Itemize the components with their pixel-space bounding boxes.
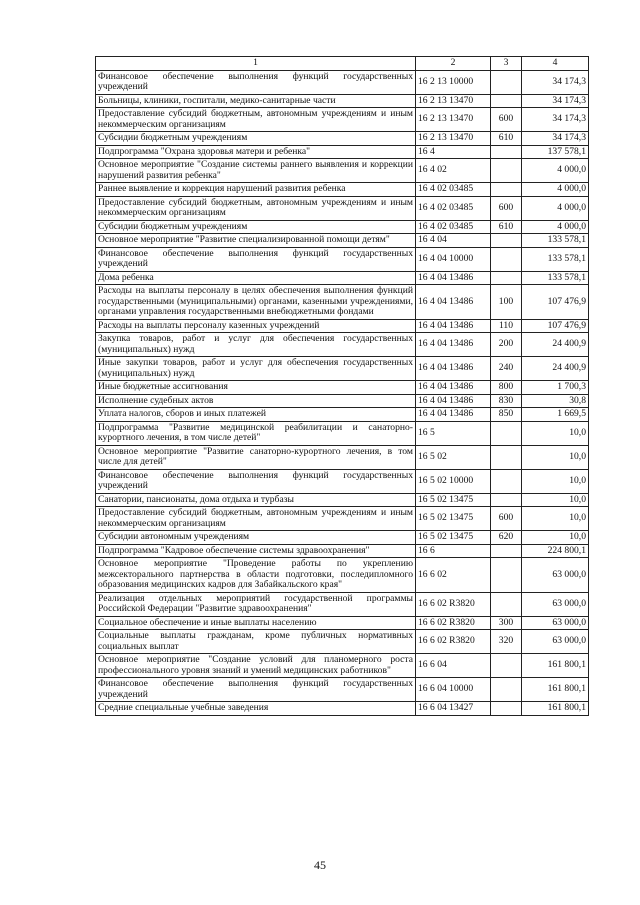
cell-name: Финансовое обеспечение выполнения функций государственных учреждений: [96, 70, 416, 94]
cell-name: Основное мероприятие "Развитие санаторно-курортного лечения, в том числе для детей": [96, 445, 416, 469]
table-row: [96, 159, 589, 183]
cell-code: 16 6 04 13427: [416, 702, 491, 716]
cell-name: Больницы, клиники, госпитали, медико-санитарные части: [96, 94, 416, 108]
header-col-4: 4: [522, 57, 589, 71]
cell-name: Предоставление субсидий бюджетным, автономным учреждениям и иным некоммерческим организациям: [96, 507, 416, 531]
cell-name: Предоставление субсидий бюджетным, автономным учреждениям и иным некоммерческим организациям: [96, 108, 416, 132]
cell-expense-type: 100: [491, 285, 522, 320]
cell-expense-type: 320: [491, 630, 522, 654]
cell-name: Социальное обеспечение и иные выплаты населению: [96, 616, 416, 630]
cell-code: 16 6 04 10000: [416, 678, 491, 702]
cell-expense-type: 620: [491, 531, 522, 545]
table-row: [96, 507, 589, 531]
cell-amount: 133 578,1: [522, 234, 589, 248]
table-row: [96, 678, 589, 702]
cell-expense-type: 850: [491, 408, 522, 422]
cell-amount: 24 400,9: [522, 357, 589, 381]
table-row: [96, 493, 589, 507]
cell-expense-type: 200: [491, 333, 522, 357]
table-row: [96, 247, 589, 271]
table-row: [96, 616, 589, 630]
cell-code: 16 5 02 13475: [416, 531, 491, 545]
cell-code: 16 6 02 R3820: [416, 616, 491, 630]
cell-amount: 4 000,0: [522, 159, 589, 183]
cell-amount: 1 669,5: [522, 408, 589, 422]
cell-code: 16 6 04: [416, 654, 491, 678]
cell-code: 16 4 04 13486: [416, 381, 491, 395]
cell-expense-type: [491, 94, 522, 108]
cell-name: Реализация отдельных мероприятий государственной программы Российской Федерации "Развитие здравоохранения": [96, 592, 416, 616]
cell-expense-type: [491, 183, 522, 197]
cell-code: 16 2 13 10000: [416, 70, 491, 94]
cell-code: 16 4 04 10000: [416, 247, 491, 271]
cell-name: Уплата налогов, сборов и иных платежей: [96, 408, 416, 422]
cell-expense-type: 240: [491, 357, 522, 381]
cell-expense-type: [491, 654, 522, 678]
cell-code: 16 4 04 13486: [416, 333, 491, 357]
cell-expense-type: [491, 247, 522, 271]
cell-expense-type: [491, 145, 522, 159]
cell-name: Финансовое обеспечение выполнения функций государственных учреждений: [96, 247, 416, 271]
cell-expense-type: 830: [491, 394, 522, 408]
cell-code: 16 4 04 13486: [416, 285, 491, 320]
cell-expense-type: [491, 493, 522, 507]
cell-name: Основное мероприятие "Создание условий для планомерного роста профессионального уровня знаний и умений медицинских работников": [96, 654, 416, 678]
cell-expense-type: 110: [491, 319, 522, 333]
table-row: [96, 702, 589, 716]
cell-code: 16 6 02: [416, 558, 491, 593]
table-row: [96, 196, 589, 220]
table-row: [96, 333, 589, 357]
cell-amount: 34 174,3: [522, 94, 589, 108]
cell-amount: 107 476,9: [522, 319, 589, 333]
cell-expense-type: 800: [491, 381, 522, 395]
cell-code: 16 4 04 13486: [416, 319, 491, 333]
table-row: [96, 408, 589, 422]
cell-amount: 4 000,0: [522, 196, 589, 220]
cell-code: 16 4 04 13486: [416, 394, 491, 408]
cell-name: Средние специальные учебные заведения: [96, 702, 416, 716]
cell-amount: 133 578,1: [522, 247, 589, 271]
cell-amount: 34 174,3: [522, 70, 589, 94]
cell-name: Основное мероприятие "Развитие специализированной помощи детям": [96, 234, 416, 248]
cell-code: 16 5 02 13475: [416, 493, 491, 507]
table-row: [96, 421, 589, 445]
cell-code: 16 5 02 13475: [416, 507, 491, 531]
cell-amount: 63 000,0: [522, 630, 589, 654]
table-row: [96, 234, 589, 248]
cell-code: 16 4 04: [416, 234, 491, 248]
cell-name: Субсидии бюджетным учреждениям: [96, 220, 416, 234]
page-number: 45: [314, 858, 326, 872]
cell-code: 16 4: [416, 145, 491, 159]
cell-expense-type: 600: [491, 196, 522, 220]
cell-code: 16 4 02 03485: [416, 183, 491, 197]
cell-code: 16 4 02: [416, 159, 491, 183]
table-row: [96, 220, 589, 234]
cell-amount: 161 800,1: [522, 678, 589, 702]
cell-expense-type: 600: [491, 507, 522, 531]
cell-name: Санатории, пансионаты, дома отдыха и турбазы: [96, 493, 416, 507]
cell-code: 16 4 02 03485: [416, 220, 491, 234]
cell-expense-type: 610: [491, 132, 522, 146]
cell-amount: 224 800,1: [522, 544, 589, 558]
table-row: [96, 145, 589, 159]
cell-code: 16 2 13 13470: [416, 94, 491, 108]
cell-code: 16 5: [416, 421, 491, 445]
cell-amount: 1 700,3: [522, 381, 589, 395]
cell-expense-type: [491, 702, 522, 716]
cell-expense-type: [491, 445, 522, 469]
cell-expense-type: [491, 421, 522, 445]
table-row: [96, 319, 589, 333]
table-row: [96, 394, 589, 408]
cell-name: Дома ребенка: [96, 271, 416, 285]
budget-table: [95, 56, 589, 716]
table-row: [96, 381, 589, 395]
cell-name: Исполнение судебных актов: [96, 394, 416, 408]
cell-name: Социальные выплаты гражданам, кроме публичных нормативных социальных выплат: [96, 630, 416, 654]
table-row: [96, 654, 589, 678]
cell-name: Расходы на выплаты персоналу казенных учреждений: [96, 319, 416, 333]
cell-name: Подпрограмма "Кадровое обеспечение системы здравоохранения": [96, 544, 416, 558]
cell-amount: 161 800,1: [522, 702, 589, 716]
cell-expense-type: [491, 558, 522, 593]
cell-amount: 30,8: [522, 394, 589, 408]
cell-code: 16 4 04 13486: [416, 357, 491, 381]
cell-code: 16 6: [416, 544, 491, 558]
table-row: [96, 544, 589, 558]
cell-name: Иные закупки товаров, работ и услуг для обеспечения государственных (муниципальных) нужд: [96, 357, 416, 381]
cell-expense-type: [491, 234, 522, 248]
table-row: [96, 108, 589, 132]
cell-amount: 10,0: [522, 445, 589, 469]
cell-code: 16 4 04 13486: [416, 408, 491, 422]
cell-expense-type: [491, 678, 522, 702]
cell-name: Предоставление субсидий бюджетным, автономным учреждениям и иным некоммерческим организациям: [96, 196, 416, 220]
cell-expense-type: [491, 271, 522, 285]
cell-amount: 133 578,1: [522, 271, 589, 285]
table-row: [96, 531, 589, 545]
cell-code: 16 2 13 13470: [416, 132, 491, 146]
cell-name: Основное мероприятие "Проведение работы по укреплению межсекторального партнерства в области подготовки, последипломного образования медицинских кадров для Забайкальского края": [96, 558, 416, 593]
cell-name: Финансовое обеспечение выполнения функций государственных учреждений: [96, 469, 416, 493]
cell-expense-type: [491, 544, 522, 558]
cell-expense-type: [491, 159, 522, 183]
cell-expense-type: 600: [491, 108, 522, 132]
cell-name: Финансовое обеспечение выполнения функций государственных учреждений: [96, 678, 416, 702]
table-row: [96, 132, 589, 146]
table-row: [96, 630, 589, 654]
cell-amount: 10,0: [522, 493, 589, 507]
cell-name: Раннее выявление и коррекция нарушений развития ребенка: [96, 183, 416, 197]
cell-name: Подпрограмма "Охрана здоровья матери и ребенка": [96, 145, 416, 159]
cell-name: Расходы на выплаты персоналу в целях обеспечения выполнения функций государственными (муниципальными) органами, казенными учреждениями, органами управления государственными внебюджетными фондами: [96, 285, 416, 320]
cell-amount: 10,0: [522, 469, 589, 493]
cell-expense-type: 300: [491, 616, 522, 630]
cell-amount: 10,0: [522, 531, 589, 545]
cell-expense-type: [491, 70, 522, 94]
table-row: [96, 469, 589, 493]
cell-amount: 4 000,0: [522, 183, 589, 197]
cell-code: 16 5 02: [416, 445, 491, 469]
cell-name: Основное мероприятие "Создание системы раннего выявления и коррекции нарушений развития ребенка": [96, 159, 416, 183]
cell-amount: 63 000,0: [522, 592, 589, 616]
cell-code: 16 5 02 10000: [416, 469, 491, 493]
cell-code: 16 2 13 13470: [416, 108, 491, 132]
header-col-1: 1: [96, 57, 416, 71]
cell-expense-type: [491, 592, 522, 616]
cell-code: 16 4 04 13486: [416, 271, 491, 285]
table-row: [96, 94, 589, 108]
cell-name: Закупка товаров, работ и услуг для обеспечения государственных (муниципальных) нужд: [96, 333, 416, 357]
cell-amount: 34 174,3: [522, 108, 589, 132]
table-row: [96, 183, 589, 197]
table-row: [96, 445, 589, 469]
cell-amount: 10,0: [522, 507, 589, 531]
cell-amount: 137 578,1: [522, 145, 589, 159]
header-row: [96, 57, 589, 71]
cell-expense-type: [491, 469, 522, 493]
cell-name: Иные бюджетные ассигнования: [96, 381, 416, 395]
cell-expense-type: 610: [491, 220, 522, 234]
cell-amount: 24 400,9: [522, 333, 589, 357]
cell-code: 16 6 02 R3820: [416, 592, 491, 616]
cell-amount: 4 000,0: [522, 220, 589, 234]
table-row: [96, 271, 589, 285]
table-row: [96, 357, 589, 381]
table-row: [96, 285, 589, 320]
table-row: [96, 558, 589, 593]
cell-code: 16 4 02 03485: [416, 196, 491, 220]
header-col-2: 2: [416, 57, 491, 71]
table-row: [96, 592, 589, 616]
cell-amount: 63 000,0: [522, 558, 589, 593]
cell-amount: 10,0: [522, 421, 589, 445]
table-body: [96, 70, 589, 715]
table-row: [96, 70, 589, 94]
cell-amount: 63 000,0: [522, 616, 589, 630]
cell-name: Субсидии бюджетным учреждениям: [96, 132, 416, 146]
cell-amount: 34 174,3: [522, 132, 589, 146]
cell-amount: 161 800,1: [522, 654, 589, 678]
header-col-3: 3: [491, 57, 522, 71]
cell-name: Субсидии автономным учреждениям: [96, 531, 416, 545]
cell-amount: 107 476,9: [522, 285, 589, 320]
cell-code: 16 6 02 R3820: [416, 630, 491, 654]
cell-name: Подпрограмма "Развитие медицинской реабилитации и санаторно-курортного лечения, в том числе детей": [96, 421, 416, 445]
